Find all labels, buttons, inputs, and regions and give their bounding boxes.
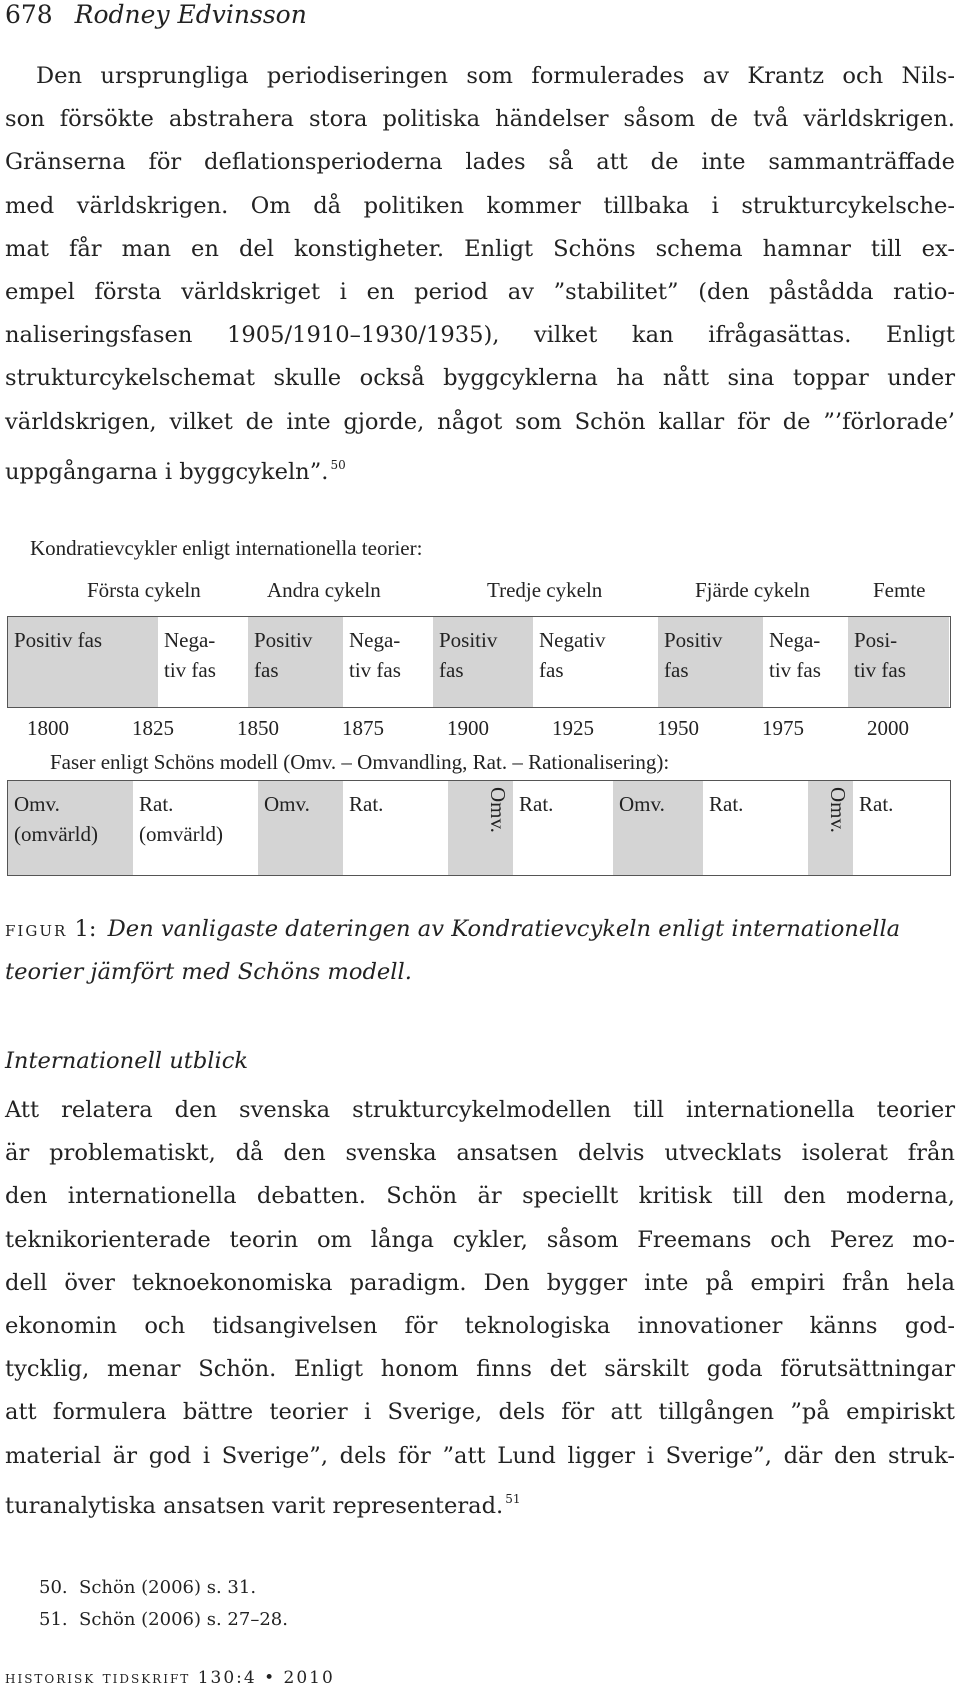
cycle-label: Tredje cykeln [487,578,603,602]
schon-phase-cell: Omv. [808,781,853,875]
footnotes [5,1572,288,1636]
footnote: 51. Schön (2006) s. 27–28. [39,1609,288,1630]
year-label: 1875 [342,716,384,740]
cycle-label: Fjärde cykeln [695,578,810,602]
schon-model-caption: Faser enligt Schöns modell (Omv. – Omvandling, Rat. – Rationalisering): [50,750,670,774]
section-heading: Internationell utblick [5,1048,249,1074]
text-line: den internationella debatten. Schön är speciellt kritisk till den moderna, [5,1183,955,1210]
schon-phase-cell: Omv. [448,781,513,875]
text-line: empel första världskriget i en period av ”stabilitet” (den påstådda ratio- [5,279,955,306]
footnote-ref[interactable]: 50 [330,457,346,472]
text-line: strukturcykelschemat skulle också byggcyklerna ha nått sina toppar under [5,365,955,392]
schon-phase-diagram [7,780,951,876]
phase-cell: Positiv fas [248,617,343,707]
schon-phase-cell: Rat. [709,792,744,816]
year-label: 1825 [132,716,174,740]
year-label: 2000 [867,716,909,740]
cycle-labels [5,578,955,604]
year-label: 1800 [27,716,69,740]
text-line: mat får man en del konstigheter. Enligt Schöns schema hamnar till ex- [5,235,955,262]
paragraph-2 [5,1089,955,1528]
paragraph-1 [5,55,955,494]
schon-phase-cell: Omv. [258,781,343,875]
year-label: 1850 [237,716,279,740]
year-label: 1975 [762,716,804,740]
year-label: 1950 [657,716,699,740]
figure-title: Kondratievcykler enligt internationella teorier: [30,536,423,560]
footnote: 50. Schön (2006) s. 31. [39,1577,257,1598]
schon-phase-cell: Omv. (omvärld) [8,781,133,875]
text-line: turanalytiska ansatsen varit representerad. $^{51}$ [5,1491,521,1519]
text-line: dell över teknoekonomiska paradigm. Den bygger inte på empiri från hela [5,1269,955,1296]
text-line: naliseringsfasen 1905/1910–1930/1935), vilket kan ifrågasättas. Enligt [5,322,955,349]
text-line: teknikorienterade teorin om långa cykler, såsom Freemans och Perez mo- [5,1226,955,1253]
phase-cell: Nega- tiv fas [164,628,216,682]
text-line: uppgångarna i byggcykeln”. $^{50}$ [5,457,346,485]
running-head-author: Rodney Edvinsson [74,0,307,29]
schon-phase-cell: Omv. [613,781,703,875]
text-line: världskrigen, vilket de inte gjorde, något som Schön kallar för de ”’förlorade’ [5,408,955,435]
phase-cell: Nega- tiv fas [769,628,821,682]
year-label: 1900 [447,716,489,740]
text-line: material är god i Sverige”, dels för ”att Lund ligger i Sverige”, där den struk- [5,1442,955,1469]
text-line: med världskrigen. Om då politiken kommer tillbaka i strukturcykelsche- [5,192,955,219]
figure-caption-text: Den vanligaste dateringen av Kondratievcykeln enligt internationella [107,916,901,942]
phase-cell: Negativ fas [539,628,606,682]
journal-footer: historisk tidskrift 130:4 • 2010 [5,1668,335,1688]
phase-cell: Positiv fas [8,617,158,707]
running-head [5,0,307,30]
footnote-ref[interactable]: 51 [505,1491,521,1506]
schon-phase-cell: Rat. [519,792,554,816]
figure-number: 1: [74,916,97,942]
text-line: tycklig, menar Schön. Enligt honom finns det särskilt goda förutsättningar [5,1356,955,1383]
text-line: Att relatera den svenska strukturcykelmodellen till internationella teorier [5,1097,955,1123]
text-line: son försökte abstrahera stora politiska händelser såsom de två världskrigen. [5,106,955,133]
year-axis [5,716,955,744]
year-label: 1925 [552,716,594,740]
cycle-label: Första cykeln [87,578,201,602]
text-line: är problematiskt, då den svenska ansatsen delvis utvecklats isolerat från [5,1140,955,1167]
text-line: att formulera bättre teorier i Sverige, dels för att tillgången ”på empiriskt [5,1399,955,1426]
text-line: Gränserna för deflationsperioderna lades så att de inte sammanträffade [5,149,955,176]
phase-diagram [7,616,951,708]
schon-phase-cell: Rat. [859,792,894,816]
page-number: 678 [5,0,53,29]
cycle-label: Femte [873,578,926,602]
figure-caption [5,908,955,994]
cycle-label: Andra cykeln [267,578,381,602]
phase-cell: Positiv fas [658,617,763,707]
schon-phase-cell: Rat. (omvärld) [139,792,223,846]
text-line: ekonomin och tidsangivelsen för teknologiska innovationer känns god- [5,1313,955,1340]
text-line: Den ursprungliga periodiseringen som formulerades av Krantz och Nils- [36,63,955,89]
schon-phase-cell: Rat. [349,792,384,816]
phase-cell: Positiv fas [433,617,533,707]
phase-cell: Posi- tiv fas [848,617,949,707]
figure-label: figur [5,917,68,941]
figure-caption-text: teorier jämfört med Schöns modell. [5,959,412,985]
phase-cell: Nega- tiv fas [349,628,401,682]
